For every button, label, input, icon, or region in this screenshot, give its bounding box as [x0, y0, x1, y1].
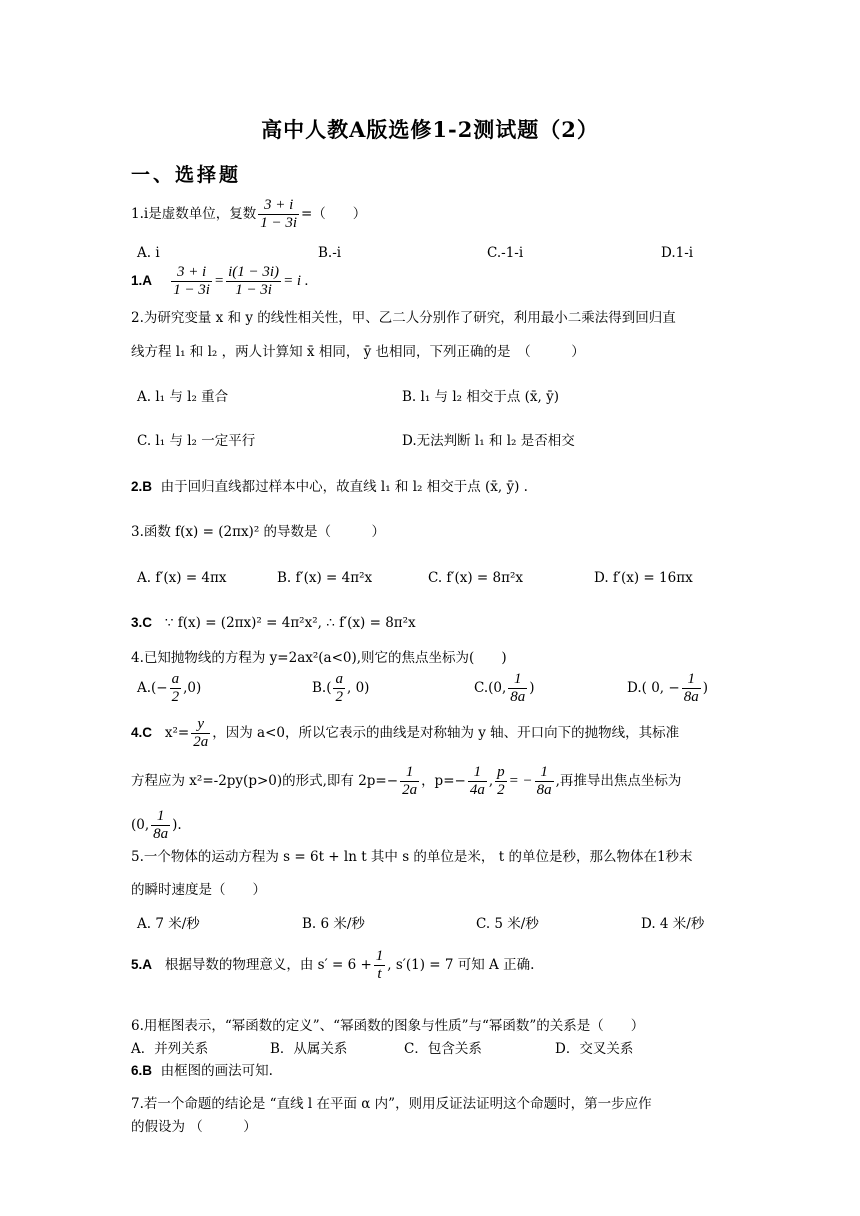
- q5-option-c: C. 5 米/秒: [476, 916, 539, 932]
- q4-l2-f3-den: 2: [497, 782, 505, 798]
- q5-ans-pre: 根据导数的物理意义，由 s′ = 6 +: [164, 957, 372, 973]
- q4-ans-l2-f3: [495, 764, 507, 799]
- page-title: 高中人教A版选修1-2测试题（2）: [261, 117, 599, 142]
- q4-b-frac: [333, 671, 345, 706]
- q5-answer: [131, 948, 534, 983]
- q4-a-den: 2: [171, 689, 180, 705]
- q6-option-c: C．包含关系: [404, 1041, 482, 1057]
- q4-option-b: [312, 671, 369, 706]
- q4-ans-l2-f1: [400, 764, 419, 799]
- q1-option-a: A. i: [137, 245, 160, 261]
- q1-frac-den: 1 − 3i: [260, 215, 297, 231]
- q1-option-b: B.-i: [318, 245, 342, 261]
- q4-ans-l1-pre: x²=: [164, 725, 190, 741]
- q4-c-den: 8a: [510, 689, 526, 705]
- q4-l2-f1-den: 2a: [402, 782, 418, 798]
- q4-answer-line1: [131, 716, 679, 751]
- q1-stem: [131, 197, 366, 232]
- q4-d-pre: D.( 0, −: [627, 680, 680, 696]
- q5-option-a: A. 7 米/秒: [137, 916, 200, 932]
- q6-option-a: A．并列关系: [131, 1041, 209, 1057]
- q4-ans-l3-frac: [151, 808, 170, 843]
- q4-option-a: [137, 671, 201, 706]
- q1-frac-num: 3 + i: [258, 197, 299, 215]
- q1-answer: 1.A $\frac{3 + i}{1 - 3i}$ = $\frac{i(1 - 3i)}{1 - 3i}$ = i .: [131, 264, 309, 298]
- q3-answer: [131, 614, 416, 632]
- q6-answer: [131, 1062, 273, 1080]
- q4-c-frac: [508, 671, 527, 706]
- q2-answer-text: 由于回归直线都过样本中心，故直线 l₁ 和 l₂ 相交于点 (x̄, ȳ) .: [160, 479, 528, 495]
- q7-line2: 的假设为 （ ）: [131, 1119, 257, 1135]
- q4-ans-l2-a: 方程应为 x²=-2py(p>0)的形式,即有 2p=−: [131, 773, 399, 789]
- q4-d-frac: [682, 671, 701, 706]
- q1-option-d: D.1-i: [661, 245, 694, 261]
- q1-tail: =（ ）: [301, 206, 367, 222]
- q4-d-post: ): [702, 680, 708, 696]
- q4-ans-l2-e: ,再推导出焦点坐标为: [555, 773, 682, 789]
- q4-b-pre: B.(: [312, 680, 332, 696]
- q5-ans-post: , s′(1) = 7 可知 A 正确.: [387, 957, 535, 973]
- q4-ans-l3-post: ).: [172, 817, 182, 833]
- q4-ans-l2-f4: [535, 764, 554, 799]
- q6-stem: 6.用框图表示，“幂函数的定义”、“幂函数的图象与性质”与“幂函数”的关系是（ ）: [131, 1018, 645, 1034]
- q4-l2-f4-den: 8a: [536, 782, 552, 798]
- q6-option-b: B．从属关系: [270, 1041, 348, 1057]
- q3-answer-label: 3.C: [131, 615, 153, 630]
- section-heading: 一、选择题: [131, 164, 242, 186]
- q2-option-c: C. l₁ 与 l₂ 一定平行: [137, 433, 256, 449]
- q5-ans-num: 1: [375, 948, 384, 964]
- q1-ans-num1: 3 + i: [171, 264, 212, 282]
- q2-answer-label: 2.B: [131, 479, 153, 494]
- q3-answer-text: ∵ f(x) = (2πx)² = 4π²x², ∴ f′(x) = 8π²x: [164, 615, 416, 631]
- q3-option-a: A. f′(x) = 4πx: [137, 570, 227, 586]
- q4-c-post: ): [529, 680, 535, 696]
- q3-stem: 3.函数 f(x) = (2πx)² 的导数是（ ）: [131, 524, 386, 540]
- q4-d-den: 8a: [683, 689, 699, 705]
- q4-d-num: 1: [682, 671, 701, 689]
- q4-ans-l3-pre: (0,: [131, 817, 150, 833]
- q6-answer-text: 由框图的画法可知.: [160, 1063, 273, 1079]
- q4-ans-l2-f2: [468, 764, 487, 799]
- q4-a-pre: A.(−: [137, 680, 168, 696]
- q4-ans-l2-b: ，p=−: [421, 773, 466, 789]
- q4-ans-l2-c: ,: [488, 773, 494, 789]
- q4-answer-line3: [131, 808, 182, 843]
- q1-ans-den2: 1 − 3i: [235, 282, 272, 298]
- q4-ans-l1-den: 2a: [193, 734, 209, 750]
- q6-answer-label: 6.B: [131, 1063, 153, 1078]
- q5-option-b: B. 6 米/秒: [302, 916, 365, 932]
- q1-ans-den1: 1 − 3i: [173, 282, 210, 298]
- q2-option-a: A. l₁ 与 l₂ 重合: [137, 389, 229, 405]
- q4-ans-l1-num: y: [191, 716, 210, 734]
- q1-fraction: [258, 197, 299, 232]
- q4-l2-f2-num: 1: [468, 764, 487, 782]
- q1-ans-num2: i(1 − 3i): [228, 264, 280, 280]
- q4-c-num: 1: [508, 671, 527, 689]
- q4-l2-f3-num: p: [497, 764, 505, 780]
- q4-a-post: ,0): [183, 680, 202, 696]
- q4-l2-f2-den: 4a: [469, 782, 485, 798]
- q6-option-d: D．交叉关系: [555, 1041, 634, 1057]
- q4-ans-l3-num: 1: [151, 808, 170, 826]
- q4-option-d: [627, 671, 708, 706]
- q4-ans-l1-frac: [191, 716, 210, 751]
- q4-c-pre: C.(0,: [474, 680, 507, 696]
- q5-answer-label: 5.A: [131, 957, 153, 972]
- q5-line2: 的瞬时速度是（ ）: [131, 882, 266, 898]
- q3-option-c: C. f′(x) = 8π²x: [428, 570, 524, 586]
- q2-option-d: D.无法判断 l₁ 和 l₂ 是否相交: [402, 433, 575, 449]
- q7-line1: 7.若一个命题的结论是 “直线 l 在平面 α 内”，则用反证法证明这个命题时，第一步应作: [131, 1096, 652, 1112]
- q3-option-d: D. f′(x) = 16πx: [594, 570, 693, 586]
- q5-option-d: D. 4 米/秒: [641, 916, 705, 932]
- q5-ans-den: t: [377, 966, 382, 982]
- q3-option-b: B. f′(x) = 4π²x: [277, 570, 373, 586]
- q4-a-num: a: [171, 671, 180, 687]
- q4-b-num: a: [335, 671, 343, 687]
- q1-answer-frac2: [226, 264, 281, 299]
- q4-a-frac: [170, 671, 182, 706]
- q4-answer-label: 4.C: [131, 725, 153, 740]
- q2-line1: 2.为研究变量 x 和 y 的线性相关性，甲、乙二人分别作了研究，利用最小二乘法得到回归直: [131, 310, 676, 326]
- q5-ans-frac: [374, 948, 386, 983]
- q1-option-c: C.-1-i: [487, 245, 524, 261]
- q4-b-den: 2: [335, 689, 343, 705]
- q4-l2-f1-num: 1: [400, 764, 419, 782]
- q4-ans-l3-den: 8a: [153, 826, 169, 842]
- q4-ans-l2-d: = −: [508, 773, 533, 789]
- q4-stem: 4.已知抛物线的方程为 y=2ax²(a<0),则它的焦点坐标为( ): [131, 650, 507, 666]
- q2-line2: 线方程 l₁ 和 l₂ ，两人计算知 x̄ 相同， ȳ 也相同，下列正确的是 （ ）: [131, 344, 585, 360]
- q1-ans-tail: = i .: [283, 273, 309, 289]
- q4-b-post: , 0): [346, 680, 370, 696]
- q4-ans-l1-post: ，因为 a<0，所以它表示的曲线是对称轴为 y 轴、开口向下的抛物线，其标准: [212, 725, 680, 741]
- q4-answer-line2: [131, 764, 681, 799]
- q4-l2-f4-num: 1: [535, 764, 554, 782]
- q1-stem-text: 1.i是虚数单位，复数: [131, 206, 257, 222]
- q1-answer-frac1: [171, 264, 212, 299]
- q2-option-b: B. l₁ 与 l₂ 相交于点 (x̄, ȳ): [402, 389, 559, 405]
- q4-option-c: [474, 671, 535, 706]
- q2-answer: [131, 478, 528, 496]
- q5-line1: 5.一个物体的运动方程为 s = 6t + ln t 其中 s 的单位是米， t 的单位是秒，那么物体在1秒末: [131, 849, 693, 865]
- q1-answer-label: 1.A: [131, 273, 153, 288]
